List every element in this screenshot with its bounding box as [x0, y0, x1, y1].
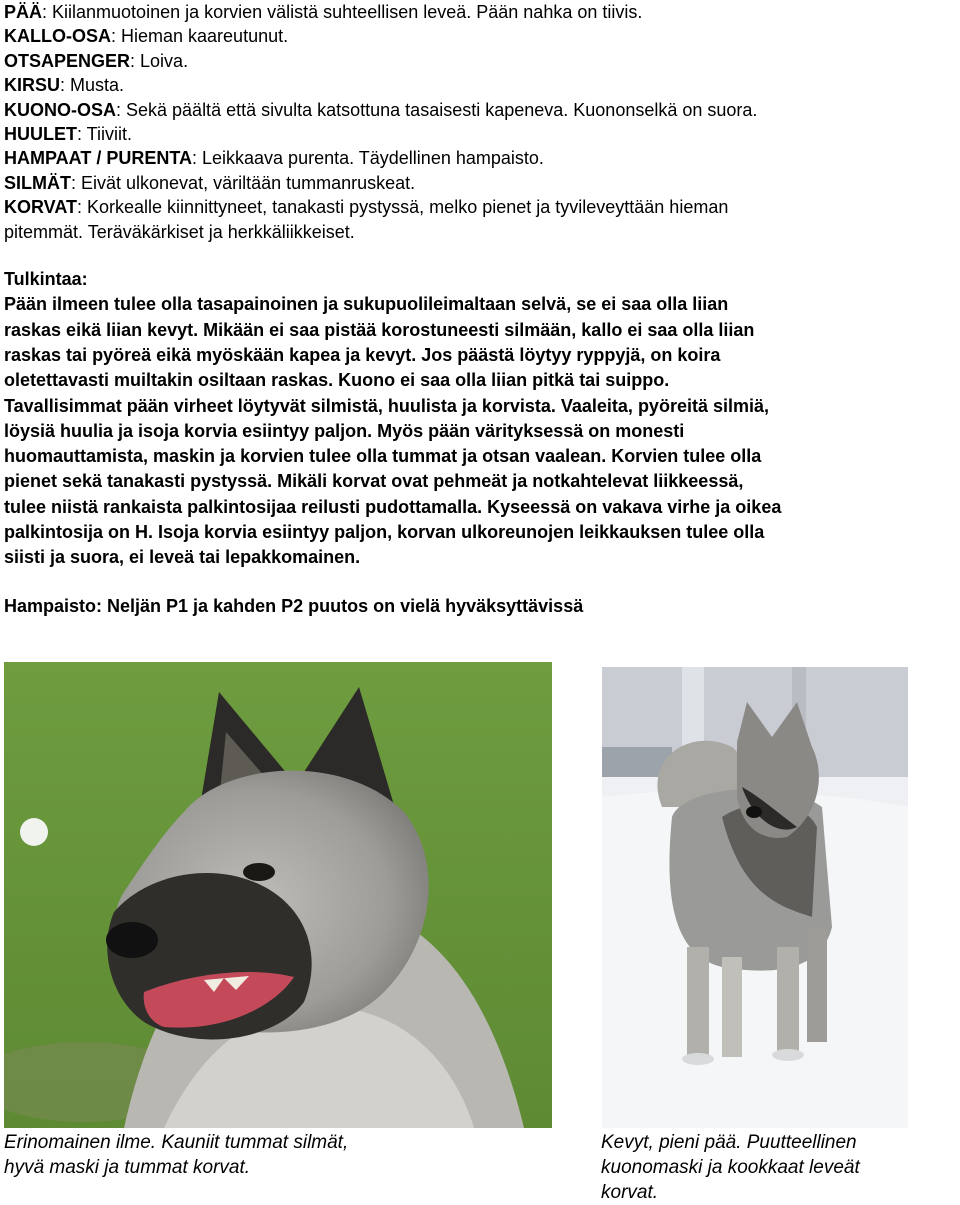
- feature-line: [4, 171, 954, 195]
- feature-list: [4, 0, 954, 244]
- feature-text: : Tiiviit.: [77, 124, 133, 145]
- interpretation-line: Pään ilmeen tulee olla tasapainoinen ja sukupuolileimaltaan selvä, se ei saa olla liian: [4, 294, 729, 315]
- feature-term: OTSAPENGER: [4, 50, 131, 71]
- feature-line: [4, 146, 954, 170]
- feature-text: : Hieman kaareutunut.: [111, 26, 289, 47]
- caption-left: [4, 1130, 348, 1180]
- interpretation-line: raskas eikä liian kevyt. Mikään ei saa pistää korostuneesti silmään, kallo ei saa olla liian: [4, 319, 755, 340]
- document-page: [4, 0, 954, 619]
- caption-line: korvat.: [601, 1182, 659, 1203]
- interpretation-line: pienet sekä tanakasti pystyssä. Mikäli korvat ovat pehmeät ja notkahtelevat liikkeessä,: [4, 471, 744, 492]
- teeth-note: [4, 594, 954, 619]
- feature-term: SILMÄT: [4, 172, 71, 193]
- interpretation-line: löysiä huulia ja isoja korvia esiintyy paljon. Myös pään värityksessä on monesti: [4, 420, 685, 441]
- feature-text: : Loiva.: [130, 50, 189, 71]
- photo-dog-head: [4, 662, 552, 1128]
- interpretation-line: palkintosija on H. Isoja korvia esiintyy paljon, korvan ulkoreunojen leikkauksen tulee olla: [4, 522, 765, 543]
- feature-line: [4, 195, 954, 219]
- feature-line: [4, 0, 954, 24]
- interpretation-line: huomauttamista, maskin ja korvien tulee olla tummat ja otsan vaalean. Korvien tulee olla: [4, 446, 762, 467]
- interpretation-line: tulee niistä rankaista palkintosijaa reilusti pudottamalla. Kyseessä on vakava virhe ja oikea: [4, 496, 782, 517]
- interpretation-heading: Tulkintaa:: [4, 269, 88, 290]
- interpretation-line: siisti ja suora, ei leveä tai lepakkomainen.: [4, 547, 361, 568]
- feature-line: [4, 49, 954, 73]
- feature-text: : Musta.: [60, 75, 125, 96]
- interpretation-line: raskas tai pyöreä eikä myöskään kapea ja kevyt. Jos päästä löytyy ryppyjä, on koira: [4, 344, 721, 365]
- interpretation-section: [4, 267, 954, 571]
- feature-term: PÄÄ: [4, 2, 43, 22]
- interpretation-line: Tavallisimmat pään virheet löytyvät silmistä, huulista ja korvista. Vaaleita, pyöreitä silmiä,: [4, 395, 769, 416]
- teeth-note-text: Hampaisto: Neljän P1 ja kahden P2 puutos on vielä hyväksyttävissä: [4, 595, 584, 616]
- feature-line: [4, 98, 954, 122]
- photo-dog-standing: [602, 667, 908, 1128]
- feature-term: KIRSU: [4, 75, 61, 96]
- caption-line: kuonomaski ja kookkaat leveät: [601, 1157, 860, 1178]
- feature-text: : Sekä päältä että sivulta katsottuna tasaisesti kapeneva. Kuononselkä on suora.: [116, 99, 758, 120]
- caption-right: [601, 1130, 860, 1205]
- feature-term: KUONO-OSA: [4, 99, 116, 120]
- caption-line: Kevyt, pieni pää. Puutteellinen: [601, 1132, 857, 1153]
- feature-text: : Korkealle kiinnittyneet, tanakasti pystyssä, melko pienet ja tyvileveyttään hieman: [77, 197, 729, 218]
- interpretation-line: oletettavasti muiltakin osiltaan raskas. Kuono ei saa olla liian pitkä tai suippo.: [4, 370, 670, 391]
- feature-term: HUULET: [4, 124, 77, 145]
- feature-text: : Leikkaava purenta. Täydellinen hampaisto.: [192, 148, 544, 169]
- feature-text: : Eivät ulkonevat, väriltään tummanruskeat.: [71, 172, 416, 193]
- feature-line: [4, 73, 954, 97]
- feature-line: [4, 24, 954, 48]
- feature-line: [4, 122, 954, 146]
- caption-line: hyvä maski ja tummat korvat.: [4, 1157, 251, 1178]
- feature-line-continued: pitemmät. Teräväkärkiset ja herkkäliikkeiset.: [4, 221, 355, 242]
- caption-line: Erinomainen ilme. Kauniit tummat silmät,: [4, 1132, 349, 1153]
- feature-text: : Kiilanmuotoinen ja korvien välistä suhteellisen leveä. Pään nahka on tiivis.: [42, 2, 643, 22]
- feature-term: KALLO-OSA: [4, 26, 111, 47]
- feature-term: HAMPAAT / PURENTA: [4, 148, 192, 169]
- feature-term: KORVAT: [4, 197, 78, 218]
